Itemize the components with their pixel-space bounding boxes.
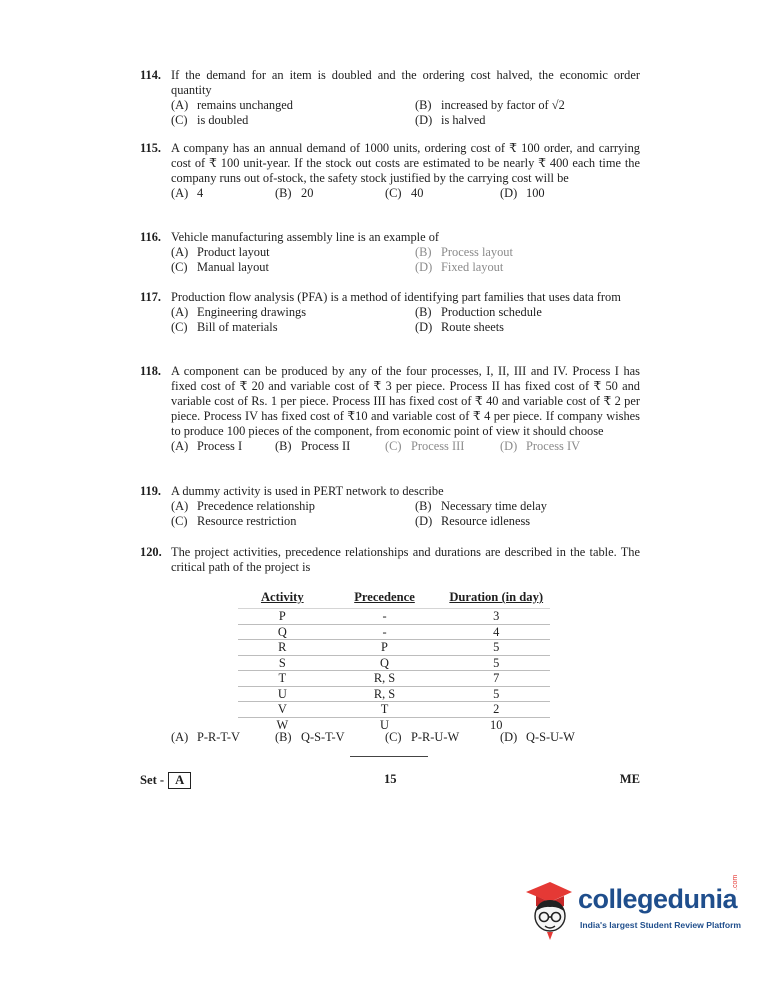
question-number: 114. [140, 68, 161, 82]
option-c: (C) Manual layout [171, 260, 269, 274]
option-d: (D) 100 [500, 186, 545, 200]
options [171, 305, 640, 335]
option-a: (A) remains unchanged [171, 98, 293, 112]
option-c: (C) P-R-U-W [385, 730, 460, 744]
options [171, 186, 640, 201]
option-c: (C) Resource restriction [171, 514, 297, 528]
page-number: 15 [384, 772, 397, 786]
table-row: T R, S 7 [238, 671, 550, 687]
option-b: (B) Q-S-T-V [275, 730, 345, 744]
activity-table [238, 590, 550, 732]
table-header [238, 590, 550, 609]
question-118 [140, 364, 640, 454]
collegedunia-logo [520, 876, 750, 946]
option-b: (B) Process layout [415, 245, 513, 259]
footer-divider [350, 756, 428, 757]
option-d: (D) is halved [415, 113, 486, 127]
option-b: (B) increased by factor of √2 [415, 98, 565, 112]
question-number: 118. [140, 364, 161, 378]
question-119 [140, 484, 640, 529]
question-text: Production flow analysis (PFA) is a method of identifying part families that uses data from [171, 290, 621, 304]
option-a: (A) Product layout [171, 245, 270, 259]
option-c: (C) Process III [385, 439, 465, 453]
option-a: (A) Engineering drawings [171, 305, 307, 319]
question-text: A company has an annual demand of 1000 units, ordering cost of ₹ 100 order, and carrying cost of ₹ 100 unit-year. If the stock out costs are estimated to be nearly ₹ 400 each time the company runs out of-stock, the safety stock justified by the carrying cost will be [171, 141, 640, 185]
logo-tagline: India's largest Student Review Platform [580, 920, 742, 930]
logo-suffix: .com [732, 874, 739, 890]
question-number: 120. [140, 545, 162, 559]
option-b: (B) Production schedule [415, 305, 542, 319]
question-text: A component can be produced by any of the four processes, I, II, III and IV. Process I has fixed cost of ₹ 20 and variable cost of ₹ 3 per piece. Process II has fixed cost of ₹ 50 and variable cost of Rs. 1 per piece. Process III has fixed cost of ₹ 40 and variable cost of ₹ 2 per piece. Process IV has fixed cost of ₹10 and variable cost of ₹ 4 per piece. If company wishes to produce 100 pieces of the component, from economic point of view it should choose [171, 364, 640, 438]
page-footer [140, 772, 640, 789]
table-row: W U 10 [238, 717, 550, 732]
logo-wordmark: collegedunia [578, 884, 738, 914]
question-114 [140, 68, 640, 128]
question-number: 115. [140, 141, 161, 155]
option-a: (A) Precedence relationship [171, 499, 316, 513]
option-d: (D) Route sheets [415, 320, 504, 334]
option-c: (C) Bill of materials [171, 320, 278, 334]
options [171, 98, 640, 128]
set-label: Set - [140, 773, 165, 787]
question-120 [140, 545, 640, 575]
option-d: (D) Resource idleness [415, 514, 531, 528]
question-number: 119. [140, 484, 161, 498]
mascot-icon [520, 876, 574, 942]
question-text: Vehicle manufacturing assembly line is an example of [171, 230, 440, 244]
options [171, 245, 640, 275]
question-120-options [140, 730, 640, 745]
option-b: (B) Process II [275, 439, 351, 453]
option-d: (D) Fixed layout [415, 260, 504, 274]
option-d: (D) Process IV [500, 439, 581, 453]
question-115 [140, 141, 640, 201]
option-a: (A) Process I [171, 439, 243, 453]
option-d: (D) Q-S-U-W [500, 730, 575, 744]
subject-code: ME [619, 772, 640, 786]
table-row: S Q 5 [238, 655, 550, 671]
question-number: 117. [140, 290, 161, 304]
options [171, 439, 640, 454]
header-precedence: Precedence [354, 590, 415, 604]
option-c: (C) is doubled [171, 113, 249, 127]
question-116 [140, 230, 640, 275]
table-row: P - 3 [238, 609, 550, 625]
question-number: 116. [140, 230, 161, 244]
question-text: A dummy activity is used in PERT network to describe [171, 484, 444, 498]
table-row: V T 2 [238, 702, 550, 718]
question-text: The project activities, precedence relationships and durations are described in the table. The critical path of the project is [171, 545, 640, 574]
option-b: (B) Necessary time delay [415, 499, 547, 513]
set-value: A [168, 772, 191, 789]
table-row: R P 5 [238, 640, 550, 656]
options [171, 730, 640, 745]
table-row: U R, S 5 [238, 686, 550, 702]
option-b: (B) 20 [275, 186, 314, 200]
question-117 [140, 290, 640, 335]
header-duration: Duration (in day) [449, 590, 544, 604]
option-a: (A) P-R-T-V [171, 730, 240, 744]
option-c: (C) 40 [385, 186, 424, 200]
table-row: Q - 4 [238, 624, 550, 640]
question-text: If the demand for an item is doubled and the ordering cost halved, the economic order quantity [171, 68, 640, 97]
options [171, 499, 640, 529]
header-activity: Activity [260, 590, 304, 604]
option-a: (A) 4 [171, 186, 204, 200]
